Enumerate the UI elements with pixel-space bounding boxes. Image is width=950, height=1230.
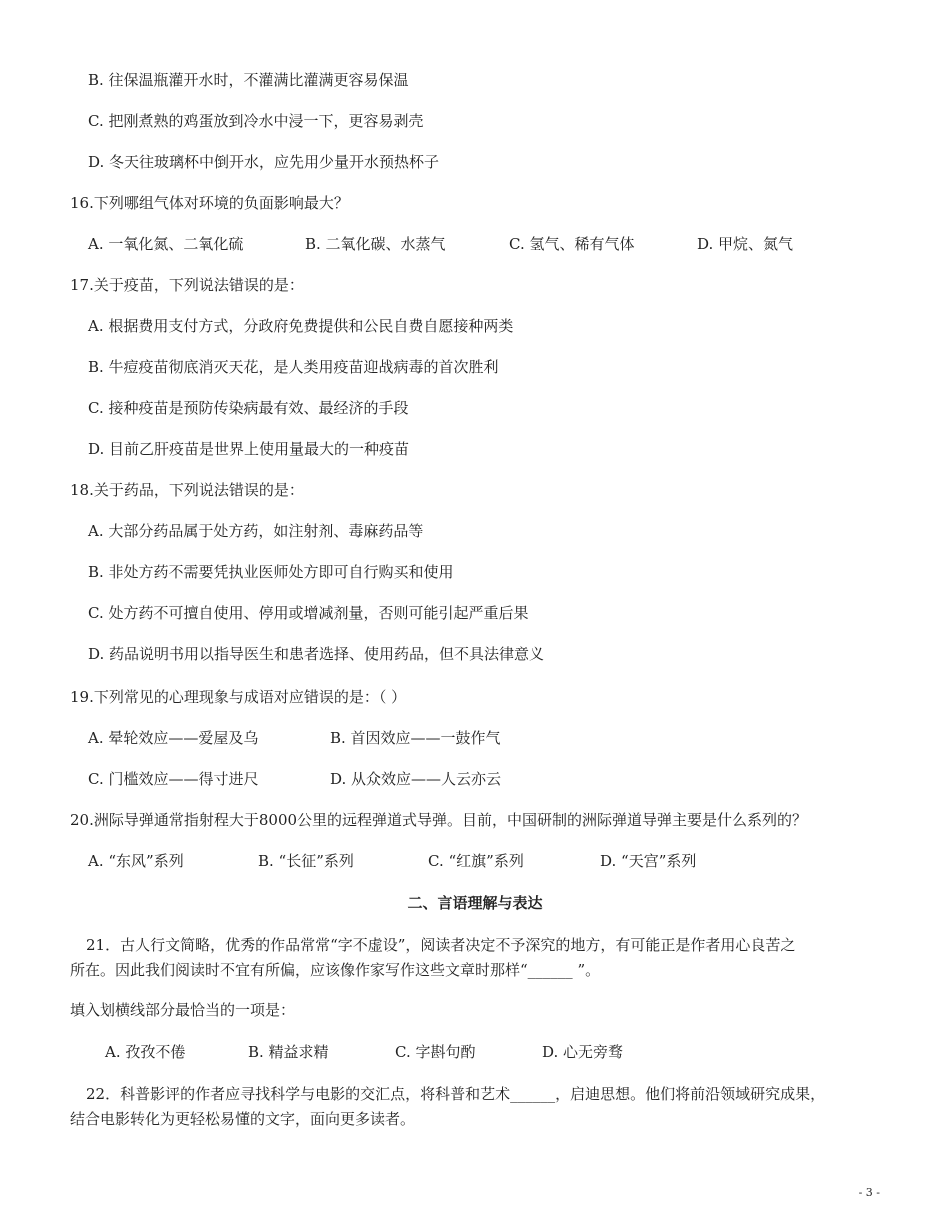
q21-instruction: 填入划横线部分最恰当的一项是： <box>70 1001 296 1019</box>
q20-stem: 20.洲际导弹通常指射程大于8000公里的远程弹道式导弹。目前，中国研制的洲际弹道导弹主要是什么系列的？ <box>70 811 808 829</box>
q18-stem: 18.关于药品，下列说法错误的是： <box>70 481 304 499</box>
page-number: - 3 - <box>858 1186 880 1199</box>
q16-option-d: D. 甲烷、氮气 <box>697 235 794 253</box>
q16-stem: 16.下列哪组气体对环境的负面影响最大？ <box>70 194 349 212</box>
q18-option-c: C. 处方药不可擅自使用、停用或增减剂量，否则可能引起严重后果 <box>88 604 529 622</box>
q21-line-2: 所在。因此我们阅读时不宜有所偏，应该像作家写作这些文章时那样“______ ”。 <box>70 961 601 979</box>
q17-option-a: A. 根据费用支付方式，分政府免费提供和公民自费自愿接种两类 <box>88 317 514 335</box>
q21-option-d: D. 心无旁骛 <box>542 1043 624 1061</box>
q21-line-1: 21．古人行文简略，优秀的作品常常“字不虚设”，阅读者决定不予深究的地方，有可能正是作者用心良苦之 <box>86 936 796 954</box>
q16-option-b: B. 二氧化碳、水蒸气 <box>305 235 446 253</box>
q15-option-d: D. 冬天往玻璃杯中倒开水，应先用少量开水预热杯子 <box>88 153 440 171</box>
q20-option-b: B. “长征”系列 <box>258 852 354 870</box>
q20-option-d: D. “天宫”系列 <box>600 852 697 870</box>
q19-option-a: A. 晕轮效应——爱屋及乌 <box>88 729 259 747</box>
q15-option-c: C. 把刚煮熟的鸡蛋放到冷水中浸一下，更容易剥壳 <box>88 112 424 130</box>
q22-line-1: 22．科普影评的作者应寻找科学与电影的交汇点，将科普和艺术______，启迪思想。他们将前沿领域研究成果， <box>86 1085 826 1103</box>
q17-stem: 17.关于疫苗，下列说法错误的是： <box>70 276 304 294</box>
q17-option-b: B. 牛痘疫苗彻底消灭天花，是人类用疫苗迎战病毒的首次胜利 <box>88 358 499 376</box>
q19-option-c: C. 门槛效应——得寸进尺 <box>88 770 259 788</box>
q19-option-b: B. 首因效应——一鼓作气 <box>330 729 501 747</box>
q18-option-b: B. 非处方药不需要凭执业医师处方即可自行购买和使用 <box>88 563 454 581</box>
q17-option-d: D. 目前乙肝疫苗是世界上使用量最大的一种疫苗 <box>88 440 410 458</box>
section-title: 二、言语理解与表达 <box>407 894 543 912</box>
q21-option-b: B. 精益求精 <box>248 1043 329 1061</box>
q21-option-c: C. 字斟句酌 <box>395 1043 476 1061</box>
q16-option-a: A. 一氧化氮、二氧化硫 <box>88 235 244 253</box>
q21-option-a: A. 孜孜不倦 <box>105 1043 186 1061</box>
q20-option-c: C. “红旗”系列 <box>428 852 524 870</box>
q18-option-a: A. 大部分药品属于处方药，如注射剂、毒麻药品等 <box>88 522 424 540</box>
q17-option-c: C. 接种疫苗是预防传染病最有效、最经济的手段 <box>88 399 409 417</box>
q20-option-a: A. “东风”系列 <box>88 852 184 870</box>
q19-stem: 19.下列常见的心理现象与成语对应错误的是：（ ） <box>70 688 407 706</box>
q16-option-c: C. 氢气、稀有气体 <box>509 235 635 253</box>
q19-option-d: D. 从众效应——人云亦云 <box>330 770 502 788</box>
q15-option-b: B. 往保温瓶灌开水时，不灌满比灌满更容易保温 <box>88 71 409 89</box>
q22-line-2: 结合电影转化为更轻松易懂的文字，面向更多读者。 <box>70 1110 416 1128</box>
q18-option-d: D. 药品说明书用以指导医生和患者选择、使用药品，但不具法律意义 <box>88 645 545 663</box>
